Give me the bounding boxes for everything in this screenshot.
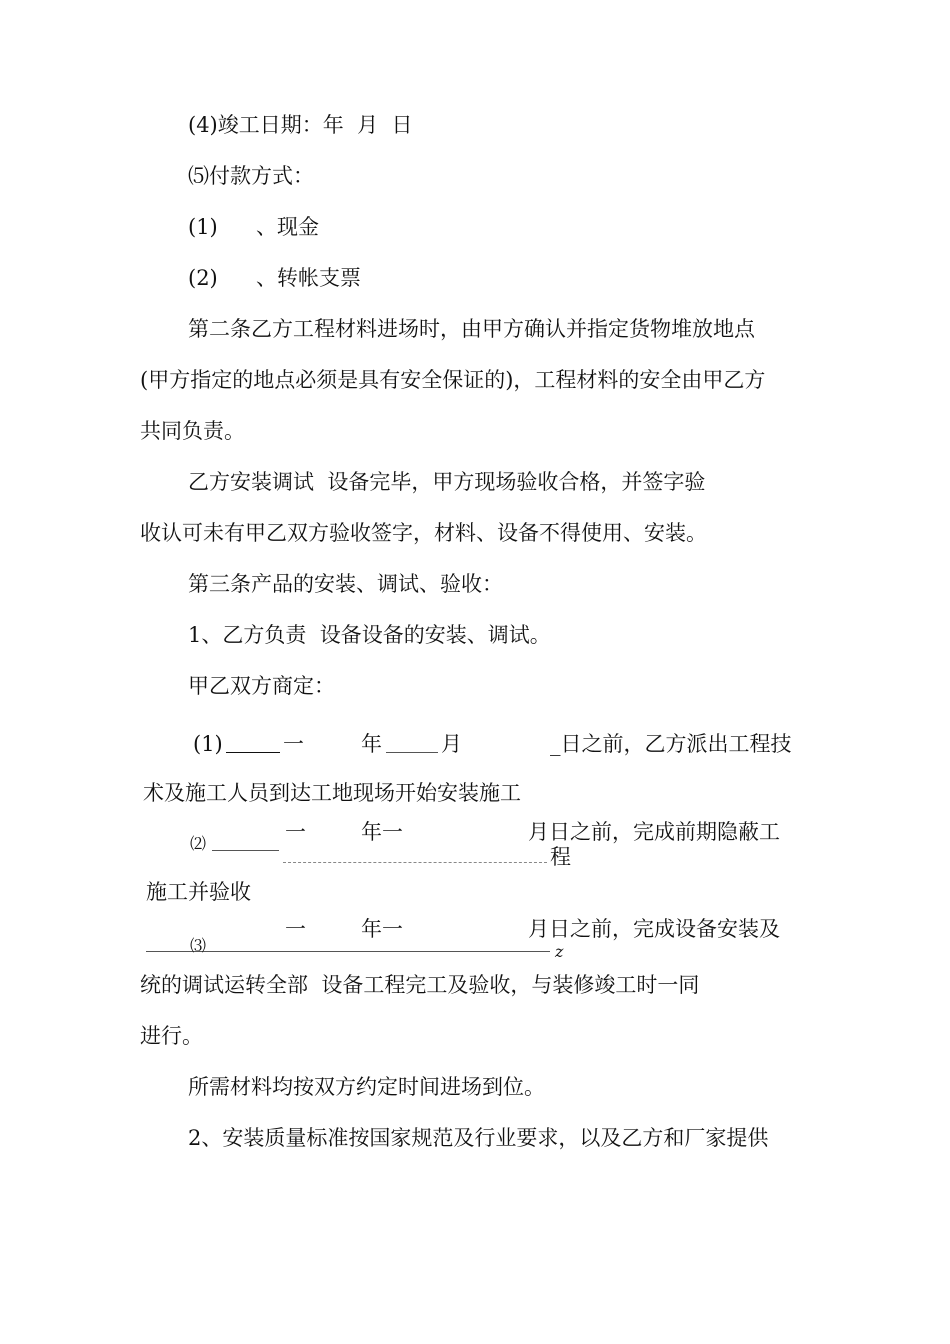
schedule-3-blank (146, 951, 550, 952)
article-2-paragraph-2-line-2: 收认可未有甲乙双方验收签字，材料、设备不得使用、安装。 (140, 521, 707, 545)
schedule-2-month-blank (283, 862, 547, 863)
payment-option-1-number: (1) (188, 215, 218, 239)
schedule-2-year: 年一 (361, 820, 403, 844)
agreed-heading: 甲乙双方商定： (188, 674, 335, 698)
payment-option-2-number: (2) (188, 266, 218, 290)
schedule-3-mark: z (555, 942, 564, 961)
schedule-3-year: 年一 (361, 917, 403, 941)
payment-method-heading: ⑸付款方式： (188, 164, 314, 188)
article-2-paragraph-2-line-1: 乙方安装调试 设备完毕，甲方现场验收合格，并签字验 (188, 470, 706, 494)
schedule-1-rest: _日之前，乙方派出工程技 (550, 732, 792, 756)
article-2-paragraph-1-line-1: 第二条乙方工程材料进场时，由甲方确认并指定货物堆放地点 (188, 317, 755, 341)
schedule-1-number: (1) (193, 732, 223, 756)
schedule-2-blank (212, 850, 279, 851)
article-3-title: 第三条产品的安装、调试、验收： (188, 572, 503, 596)
schedule-2-dash: 一 (285, 820, 306, 844)
schedule-3-dash: 一 (285, 917, 306, 941)
schedule-2-rest: 月日之前，完成前期隐蔽工 (528, 820, 780, 844)
article-2-paragraph-1-line-2: (甲方指定的地点必须是具有安全保证的)，工程材料的安全由甲乙方 (140, 368, 766, 392)
article-3-item-2: 2、安装质量标准按国家规范及行业要求，以及乙方和厂家提供 (188, 1126, 769, 1150)
article-3-item-1: 1、乙方负责 设备设备的安装、调试。 (188, 623, 551, 647)
schedule-1-year: 年 (361, 732, 382, 756)
schedule-1-month: 月 (441, 732, 462, 756)
schedule-1-blank (226, 752, 280, 753)
payment-option-1-text: 、现金 (256, 215, 319, 239)
schedule-2-line-2: 施工并验收 (146, 880, 251, 904)
materials-line: 所需材料均按双方约定时间进场到位。 (188, 1075, 545, 1099)
article-2-paragraph-1-line-3: 共同负责。 (140, 419, 245, 443)
schedule-3-line-2: 统的调试运转全部 设备工程完工及验收，与装修竣工时一同 (140, 973, 700, 997)
completion-date-line: (4)竣工日期：年 月 日 (188, 113, 413, 137)
schedule-1-line-2: 术及施工人员到达工地现场开始安装施工 (143, 781, 521, 805)
schedule-2-cheng: 程 (550, 845, 571, 869)
schedule-2-number: ⑵ (190, 834, 207, 853)
schedule-3-rest: 月日之前，完成设备安装及 (528, 917, 780, 941)
schedule-3-number: ⑶ (190, 936, 207, 955)
payment-option-2-text: 、转帐支票 (256, 266, 361, 290)
schedule-3-line-3: 进行。 (140, 1024, 203, 1048)
schedule-1-dash: 一 (283, 732, 304, 756)
schedule-1-year-blank (386, 752, 438, 753)
